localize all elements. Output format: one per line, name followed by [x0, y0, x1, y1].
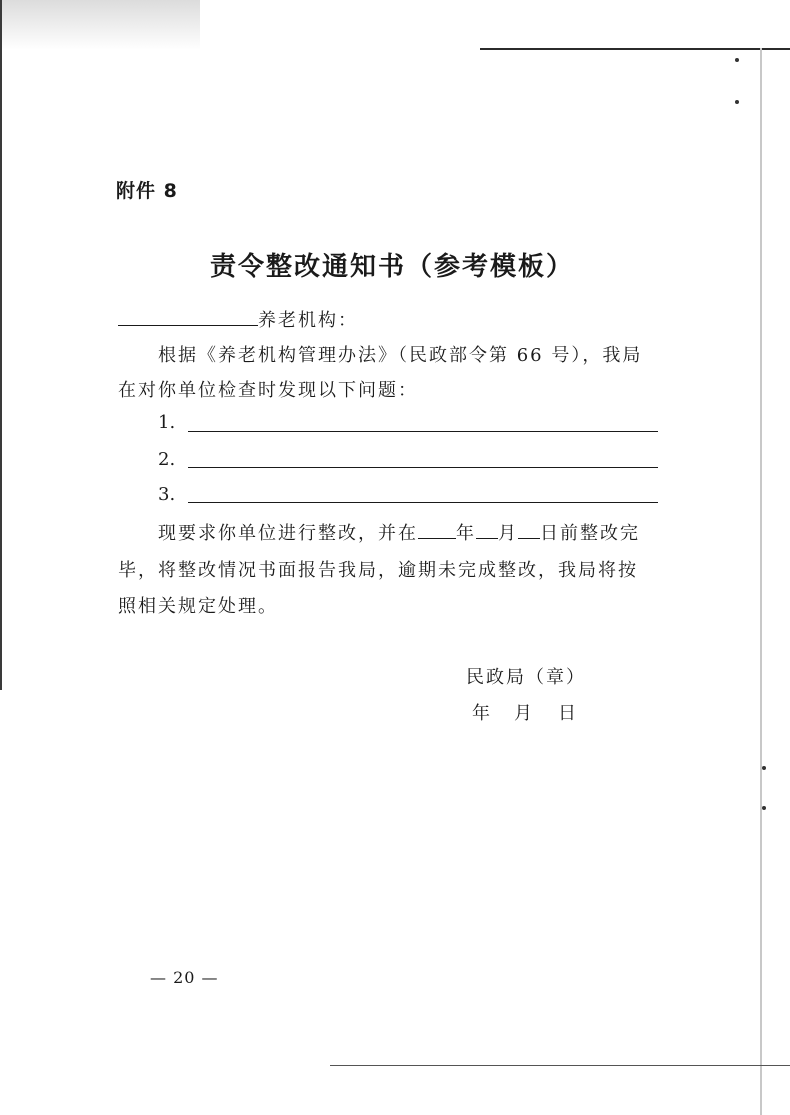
date-month: 月 [514, 703, 534, 724]
issue-blank-line [188, 467, 658, 468]
addressee-blank [118, 324, 258, 326]
issue-number: 3. [158, 484, 176, 505]
requirement-text: 现要求你单位进行整改，并在 [158, 523, 418, 544]
month-blank [476, 537, 498, 539]
scan-speck [762, 766, 766, 770]
paragraph-line: 根据《养老机构管理办法》（民政部令第 66 号），我局 [158, 345, 643, 366]
date-day: 日 [558, 703, 578, 724]
scan-speck [735, 58, 739, 62]
document-title: 责令整改通知书（参考模板） [210, 252, 575, 282]
page-number: — 20 — [150, 968, 219, 987]
requirement-line: 照相关规定处理。 [118, 596, 278, 617]
day-blank [518, 537, 540, 539]
issue-blank-line [188, 502, 658, 503]
requirement-line: 毕，将整改情况书面报告我局，逾期未完成整改，我局将按 [118, 560, 638, 581]
scan-top-rule [480, 48, 790, 50]
scan-shadow [0, 0, 200, 50]
scan-left-edge [0, 0, 2, 690]
appendix-label: 附件 8 [116, 180, 178, 202]
issue-number: 2. [158, 449, 176, 470]
scan-speck [735, 100, 739, 104]
year-blank [418, 537, 456, 539]
scan-right-edge [760, 48, 762, 1115]
date-year: 年 [472, 703, 492, 724]
month-label: 月 [498, 523, 518, 544]
year-label: 年 [456, 523, 476, 544]
signature: 民政局（章） [466, 667, 586, 688]
requirement-line [158, 519, 640, 545]
addressee-suffix: 养老机构： [258, 310, 358, 331]
day-label: 日前整改完 [540, 523, 640, 544]
issue-number: 1. [158, 412, 176, 433]
scan-speck [762, 806, 766, 810]
addressee-line [118, 306, 358, 332]
scan-bottom-rule [330, 1065, 790, 1066]
paragraph-line: 在对你单位检查时发现以下问题： [118, 380, 418, 401]
issue-blank-line [188, 431, 658, 432]
